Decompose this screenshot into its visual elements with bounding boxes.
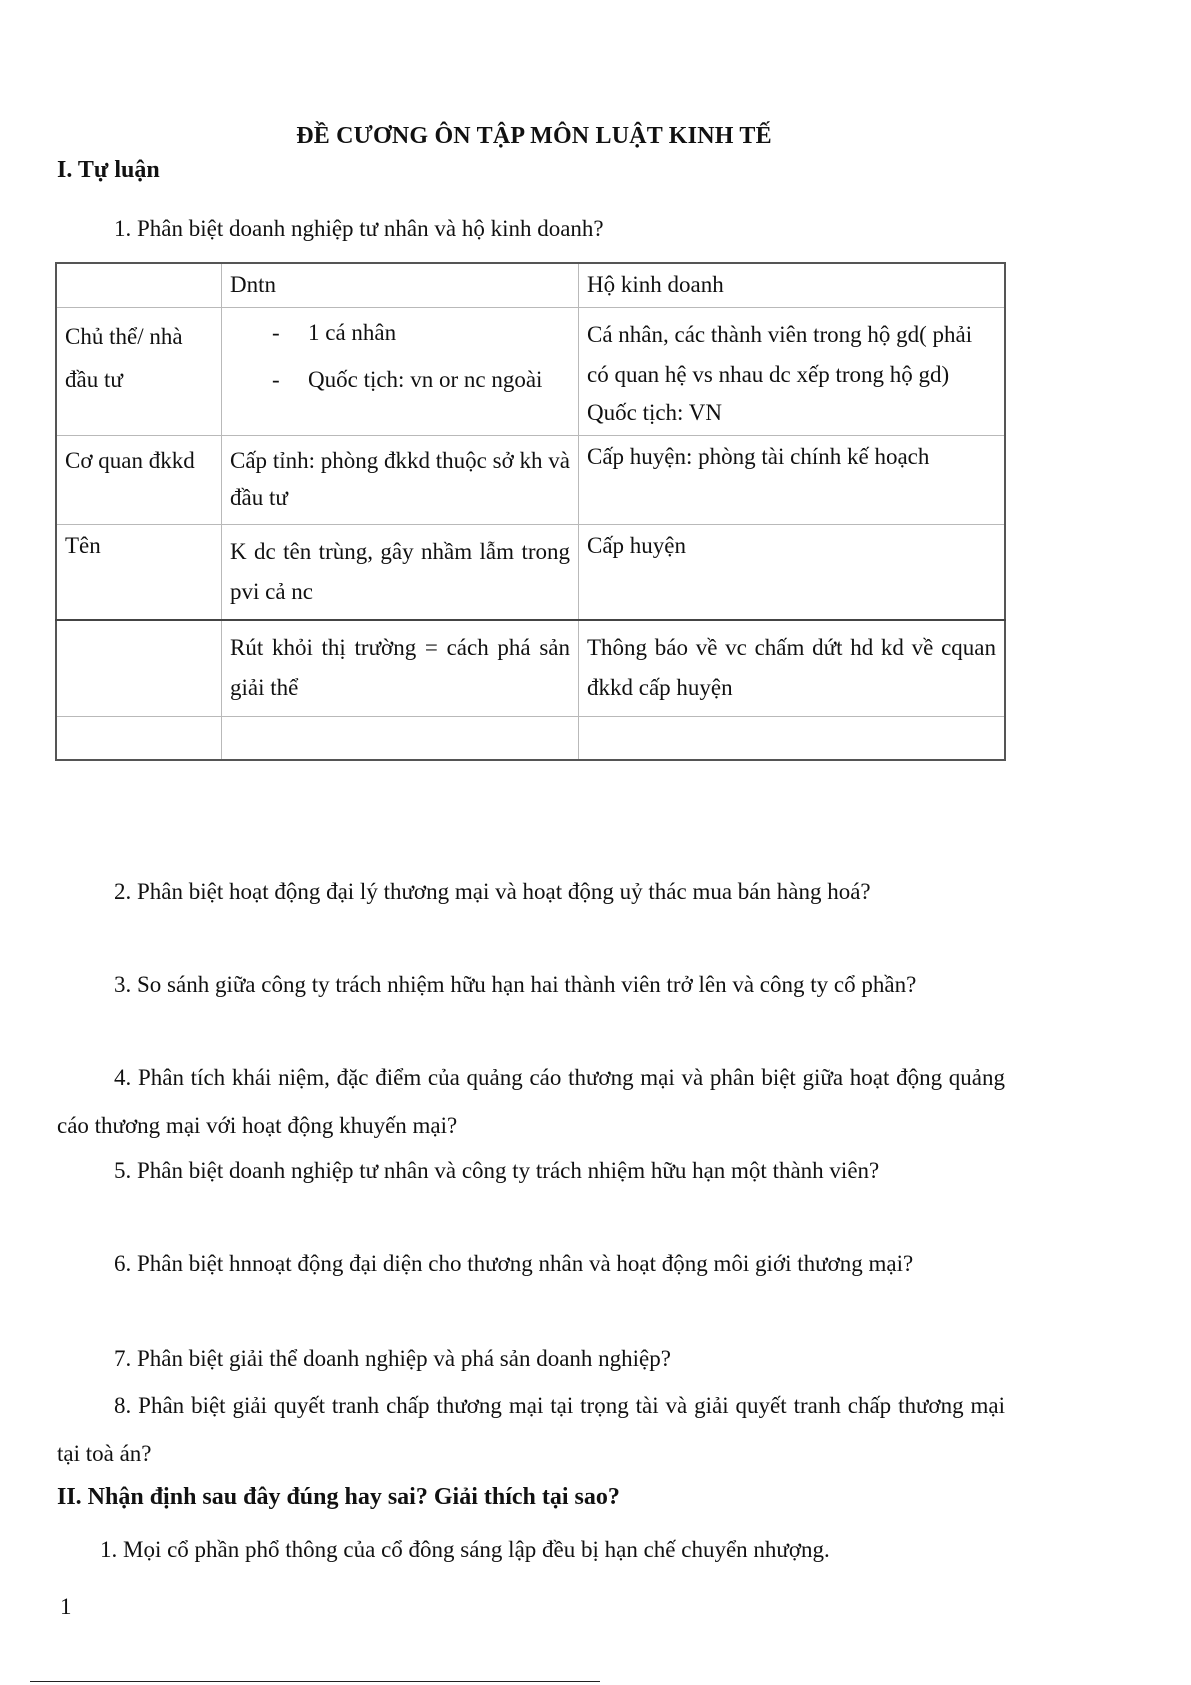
table-header-row <box>56 263 1005 307</box>
table-row <box>56 307 1005 435</box>
row-label: Tên <box>56 524 222 620</box>
hkd-cell: Cấp huyện: phòng tài chính kế hoạch <box>579 436 1006 525</box>
hkd-cell <box>579 307 1006 435</box>
row-label <box>56 620 222 716</box>
question-1: 1. Phân biệt doanh nghiệp tư nhân và hộ kinh doanh? <box>114 216 604 241</box>
table-header-cell: Hộ kinh doanh <box>579 263 1006 307</box>
footer-divider <box>30 1681 600 1682</box>
table-header-cell: Dntn <box>222 263 579 307</box>
hkd-cell: Thông báo về vc chấm dứt hd kd về cquan đkkd cấp huyện <box>579 620 1006 716</box>
table-row <box>56 620 1005 716</box>
dntn-cell: Rút khỏi thị trường = cách phá sản giải thể <box>222 620 579 716</box>
row-label <box>56 716 222 760</box>
list-item: - Quốc tịch: vn or nc ngoài <box>230 366 570 395</box>
page-number: 1 <box>60 1594 72 1619</box>
dntn-cell: K dc tên trùng, gây nhầm lẫm trong pvi cả nc <box>222 524 579 620</box>
hkd-cell <box>579 716 1006 760</box>
question-8: 8. Phân biệt giải quyết tranh chấp thương mại tại trọng tài và giải quyết tranh chấp thương mại tại toà án? <box>57 1393 1005 1466</box>
table-row <box>56 436 1005 525</box>
document-title: ĐỀ CƯƠNG ÔN TẬP MÔN LUẬT KINH TẾ <box>296 123 772 149</box>
question-6: 6. Phân biệt hnnoạt động đại diện cho thương nhân và hoạt động môi giới thương mại? <box>114 1251 914 1276</box>
list-item: - 1 cá nhân <box>230 319 570 348</box>
cell-line: Quốc tịch: VN <box>587 400 723 426</box>
statement-1: 1. Mọi cổ phần phổ thông của cổ đông sáng lập đều bị hạn chế chuyển nhượng. <box>100 1537 830 1562</box>
hkd-cell: Cấp huyện <box>579 524 1006 620</box>
table-row <box>56 524 1005 620</box>
dntn-cell: Cấp tỉnh: phòng đkkd thuộc sở kh và đầu tư <box>222 436 579 525</box>
question-7: 7. Phân biệt giải thể doanh nghiệp và phá sản doanh nghiệp? <box>114 1346 671 1371</box>
question-5: 5. Phân biệt doanh nghiệp tư nhân và công ty trách nhiệm hữu hạn một thành viên? <box>114 1158 880 1183</box>
question-2: 2. Phân biệt hoạt động đại lý thương mại và hoạt động uỷ thác mua bán hàng hoá? <box>114 879 871 904</box>
question-4: 4. Phân tích khái niệm, đặc điểm của quảng cáo thương mại và phân biệt giữa hoạt động quảng cáo thương mại với hoạt động khuyến mại? <box>57 1065 1005 1138</box>
cell-line: Cá nhân, các thành viên trong hộ gd( phải có quan hệ vs nhau dc xếp trong hộ gd) <box>587 321 973 387</box>
section-2-heading: II. Nhận định sau đây đúng hay sai? Giải thích tại sao? <box>57 1484 620 1510</box>
dntn-cell <box>222 716 579 760</box>
question-3: 3. So sánh giữa công ty trách nhiệm hữu hạn hai thành viên trở lên và công ty cổ phần? <box>114 972 917 997</box>
table-header-cell <box>56 263 222 307</box>
section-1-heading: I. Tự luận <box>57 157 160 183</box>
table-row <box>56 716 1005 760</box>
row-label: Chủ thể/ nhà đầu tư <box>56 307 222 435</box>
comparison-table <box>55 262 1006 761</box>
row-label: Cơ quan đkkd <box>56 436 222 525</box>
dntn-cell <box>222 307 579 435</box>
